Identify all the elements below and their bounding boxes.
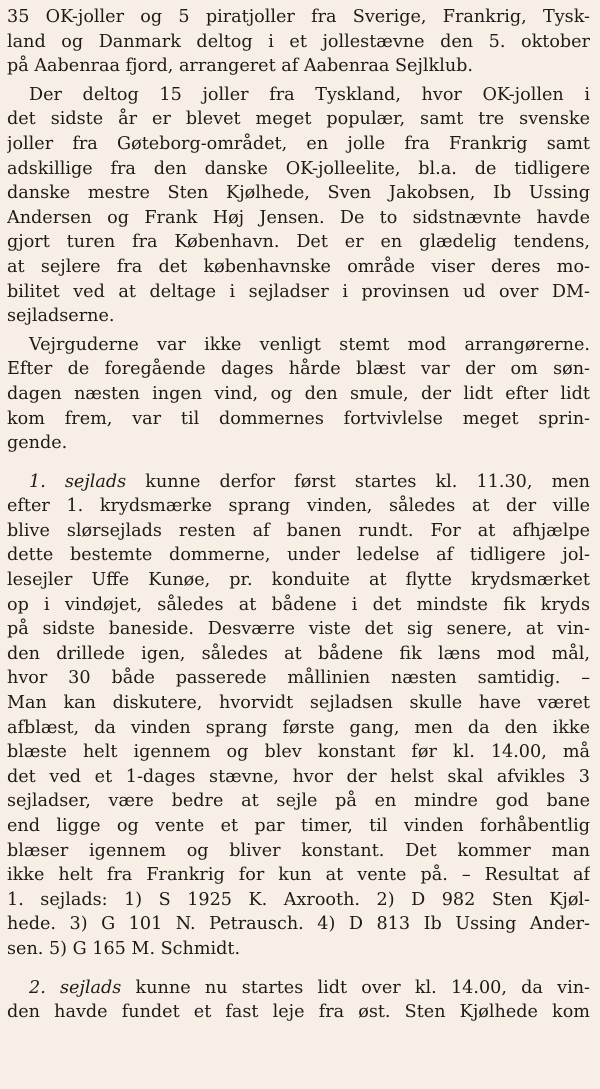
text-line: det sidste år er blevet meget populær, samt tre svenske xyxy=(7,109,590,130)
text-line: dagen næsten ingen vind, og den smule, der lidt efter lidt xyxy=(7,383,590,404)
text-line: blive slørsejlads resten af banen rundt. For at afhjælpe xyxy=(7,520,590,541)
text-line: joller fra Gøteborg-området, en jolle fra Frankrig samt xyxy=(7,133,590,154)
text-line: ikke helt fra Frankrig for kun at vente på. – Resultat af xyxy=(7,865,590,886)
paragraph-race-1 xyxy=(7,470,590,962)
text-line: efter 1. krydsmærke sprang vinden, således at der ville xyxy=(7,496,590,517)
text-line: adskillige fra den danske OK-jolleelite, bl.a. de tidligere xyxy=(7,158,590,179)
text-fragment: kunne derfor først startes kl. 11.30, men xyxy=(126,471,590,492)
text-line: land og Danmark deltog i et jollestævne den 5. oktober xyxy=(7,31,590,52)
text-line: den drillede igen, således at bådene fik læns mod mål, xyxy=(7,643,590,664)
text-line: Efter de foregående dages hårde blæst var der om søn- xyxy=(7,359,590,380)
text-fragment: kunne nu startes lidt over kl. 14.00, da vin- xyxy=(121,977,590,998)
text-line: op i vindøjet, således at bådene i det mindste fik kryds xyxy=(7,594,590,615)
text-line: lesejler Uffe Kunøe, pr. konduite at flytte krydsmærket xyxy=(7,570,590,591)
text-line: afblæst, da vinden sprang første gang, men da den ikke xyxy=(7,717,590,738)
text-line: sejladserne. xyxy=(7,306,115,327)
text-line: kom frem, var til dommernes fortvivlelse meget sprin- xyxy=(7,408,590,429)
text-line: den havde fundet et fast leje fra øst. Sten Kjølhede kom xyxy=(7,1002,590,1023)
text-line: bilitet ved at deltage i sejladser i provinsen ud over DM- xyxy=(7,281,590,302)
text-line xyxy=(7,976,590,1001)
paragraph-race-2 xyxy=(7,976,590,1025)
text-line: at sejlere fra det københavnske område viser deres mo- xyxy=(7,256,590,277)
text-line: dette bestemte dommerne, under ledelse af tidligere jol- xyxy=(7,545,590,566)
text-line: blæser igennem og bliver konstant. Det kommer man xyxy=(7,840,590,861)
text-line: 35 OK-joller og 5 piratjoller fra Sverige, Frankrig, Tysk- xyxy=(7,7,590,27)
text-line: danske mestre Sten Kjølhede, Sven Jakobsen, Ib Ussing xyxy=(7,183,590,204)
text-line: på sidste baneside. Desværre viste det sig senere, at vin- xyxy=(7,619,590,640)
text-line: på Aabenraa fjord, arrangeret af Aabenraa Sejlklub. xyxy=(7,56,474,77)
text-line: sejladser, være bedre at sejle på en mindre god bane xyxy=(7,791,590,812)
text-line: Andersen og Frank Høj Jensen. De to sidstnævnte havde xyxy=(7,207,590,228)
paragraph-weather xyxy=(7,333,590,456)
text-line: Man kan diskutere, hvorvidt sejladsen skulle have været xyxy=(7,693,590,714)
text-line: sen. 5) G 165 M. Schmidt. xyxy=(7,938,241,959)
text-line: hede. 3) G 101 N. Petrausch. 4) D 813 Ib Ussing Ander- xyxy=(7,914,590,935)
text-line: hvor 30 både passerede mållinien næsten samtidig. – xyxy=(7,668,590,689)
text-line: end ligge og vente et par timer, til vinden forhåbentlig xyxy=(7,816,590,836)
text-line: Der deltog 15 joller fra Tyskland, hvor OK-jollen i xyxy=(29,84,590,105)
text-line: gende. xyxy=(7,433,68,454)
race-2-heading: 2. sejlads xyxy=(29,977,122,998)
text-line: blæste helt igennem og blev konstant før kl. 14.00, må xyxy=(7,742,590,763)
text-line: det ved et 1-dages stævne, hvor der helst skal afvikles 3 xyxy=(7,766,590,787)
paragraph-participants xyxy=(7,83,590,329)
text-line: Vejrguderne var ikke venligt stemt mod arrangørerne. xyxy=(29,334,590,355)
race-1-heading: 1. sejlads xyxy=(29,471,127,492)
text-line: 1. sejlads: 1) S 1925 K. Axrooth. 2) D 982 Sten Kjøl- xyxy=(7,889,590,910)
paragraph-intro xyxy=(7,5,590,79)
text-line: gjort turen fra København. Det er en glædelig tendens, xyxy=(7,232,590,253)
text-line xyxy=(7,470,590,495)
